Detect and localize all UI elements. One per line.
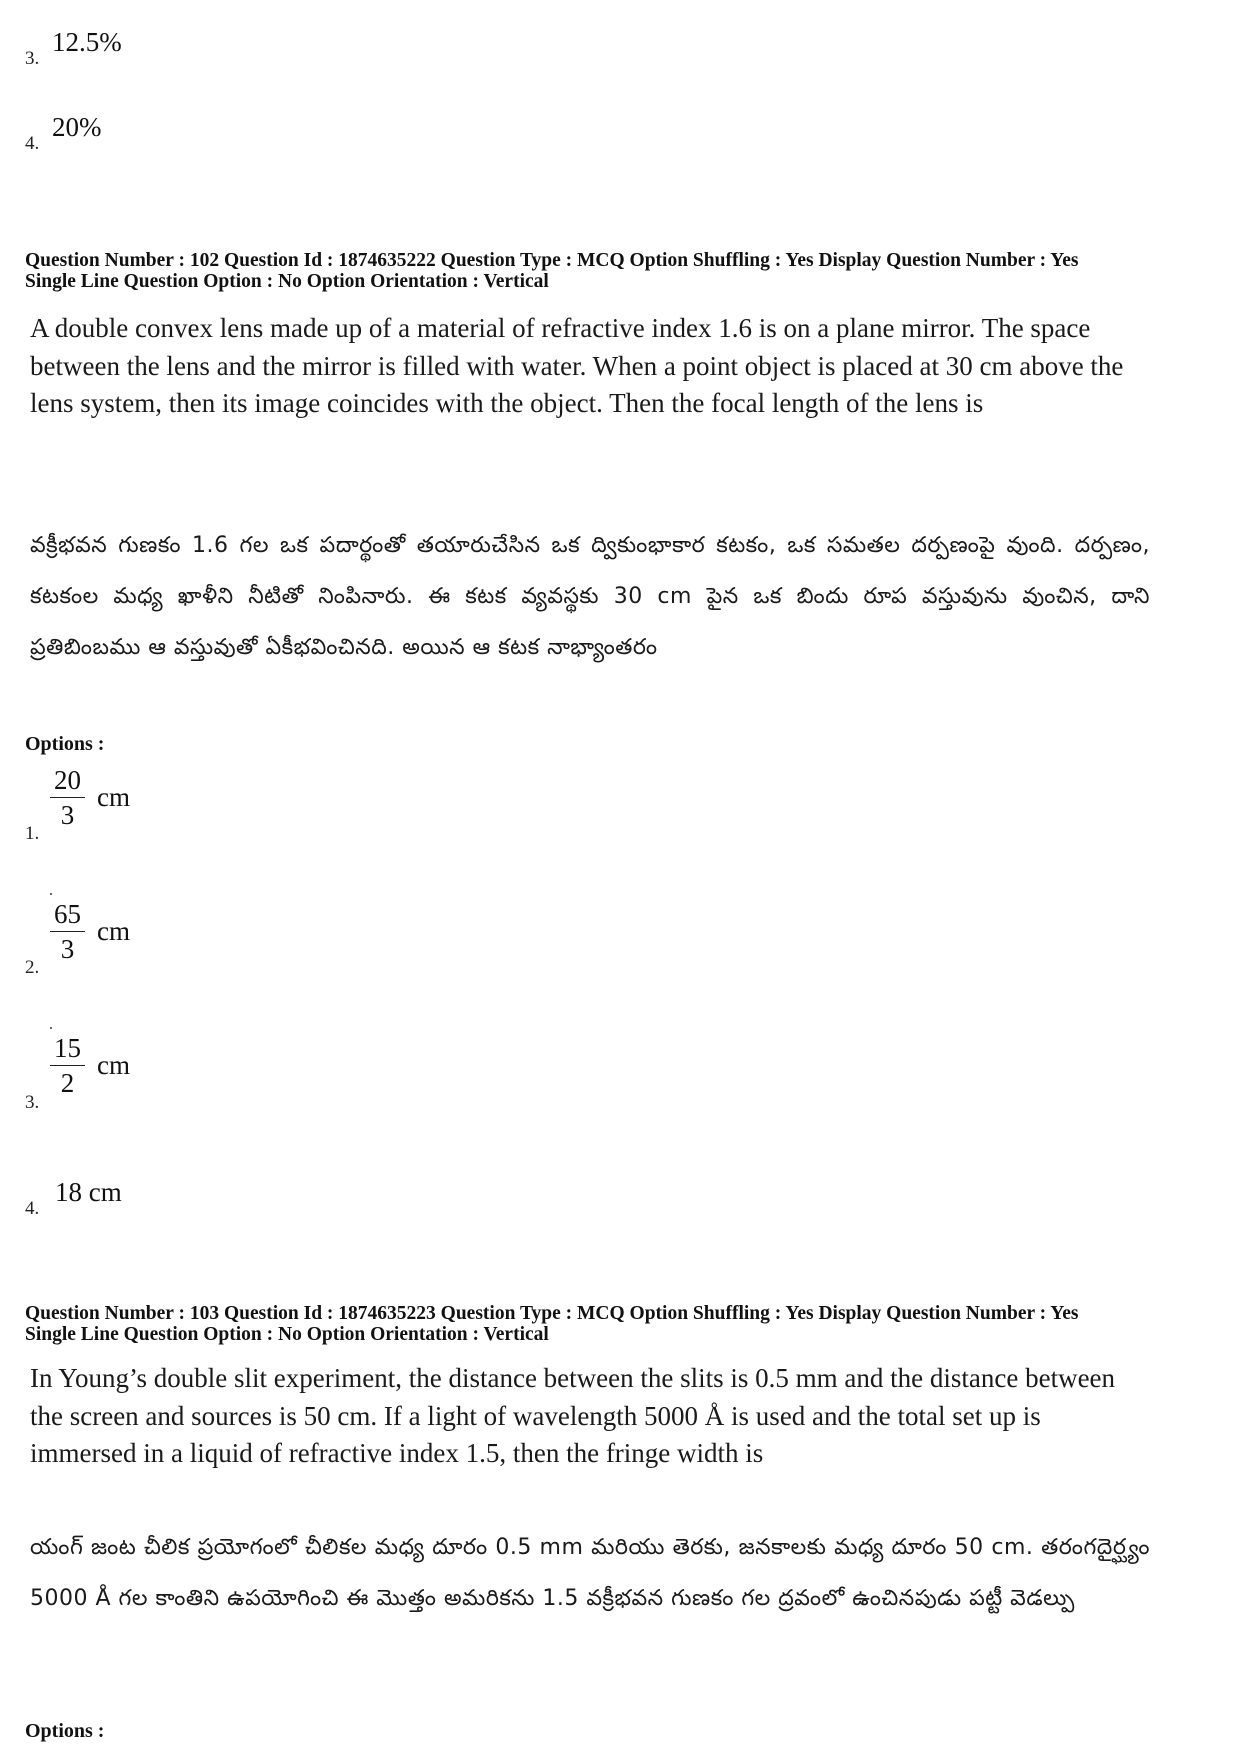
option-text[interactable]: 18 cm [55,1177,122,1207]
option-fraction[interactable] [50,763,130,832]
option-fraction[interactable] [50,897,130,966]
option-number: 4. [25,1198,40,1219]
fraction-denominator: 2 [60,1068,75,1098]
fraction [50,1031,85,1100]
question-text-telugu: యంగ్ జంట చీలిక ప్రయోగంలో చీలికల మధ్య దూరం 0.5 mm మరియు తెరకు, జనకాలకు మధ్య దూరం 50 cm. తరంగదైర్ఘ్యం 5000 Å గల కాంతిని ఉపయోగించి ఈ మొత్తం అమరికను 1.5 వక్రీభవన గుణకం గల ద్రవంలో ఉంచినపుడు పట్టీ వెడల్పు [30,1535,1150,1611]
question-meta [25,1303,1225,1345]
fraction-unit: cm [97,1050,130,1080]
question-meta-line: Question Number : 103 Question Id : 1874635223 Question Type : MCQ Option Shuffling : Yes Display Question Number : Yes [25,1303,1079,1324]
fraction-numerator: 20 [50,763,85,798]
options-label: Options : [25,733,105,755]
question-meta-line: Single Line Question Option : No Option Orientation : Vertical [25,271,549,292]
fraction-denominator: 3 [60,800,75,830]
question-meta-line: Question Number : 102 Question Id : 1874635222 Question Type : MCQ Option Shuffling : Yes Display Question Number : Yes [25,250,1079,271]
question-text-english: In Young’s double slit experiment, the distance between the slits is 0.5 mm and the distance between the screen and sources is 50 cm. If a light of wavelength 5000 Å is used and the total set up is immersed in a liquid of refractive index 1.5, then the fringe width is [30,1363,1116,1468]
option-number: 3. [25,48,40,69]
decorative-dot [50,893,52,895]
fraction [50,763,85,832]
question-text-english: A double convex lens made up of a material of refractive index 1.6 is on a plane mirror. The space between the lens and the mirror is filled with water. When a point object is placed at 30 cm above the lens system, then its image coincides with the object. Then the focal length of the lens is [30,313,1124,418]
question-text-telugu: వక్రీభవన గుణకం 1.6 గల ఒక పదార్థంతో తయారుచేసిన ఒక ద్వికుంభాకార కటకం, ఒక సమతల దర్పణంపై వుంది. దర్పణం, కటకంల మధ్య ఖాళీని నీటితో నింపినారు. ఈ కటక వ్యవస్థకు 30 cm పైన ఒక బిందు రూప వస్తువును వుంచిన, దాని ప్రతిబింబము ఆ వస్తువుతో ఏకీభవించినది. అయిన ఆ కటక నాభ్యాంతరం [30,533,1150,660]
option-number: 2. [25,957,40,978]
option-fraction[interactable] [50,1031,130,1100]
option-text[interactable]: 20% [52,112,102,142]
fraction-unit: cm [97,782,130,812]
fraction [50,897,85,966]
fraction-unit: cm [97,916,130,946]
option-number: 3. [25,1092,40,1113]
question-meta [25,250,1225,292]
options-label: Options : [25,1720,105,1742]
option-number: 4. [25,133,40,154]
fraction-numerator: 15 [50,1031,85,1066]
option-text[interactable]: 12.5% [52,27,122,57]
question-meta-line: Single Line Question Option : No Option Orientation : Vertical [25,1324,549,1345]
fraction-denominator: 3 [60,934,75,964]
fraction-numerator: 65 [50,897,85,932]
decorative-dot [50,1027,52,1029]
option-number: 1. [25,823,40,844]
